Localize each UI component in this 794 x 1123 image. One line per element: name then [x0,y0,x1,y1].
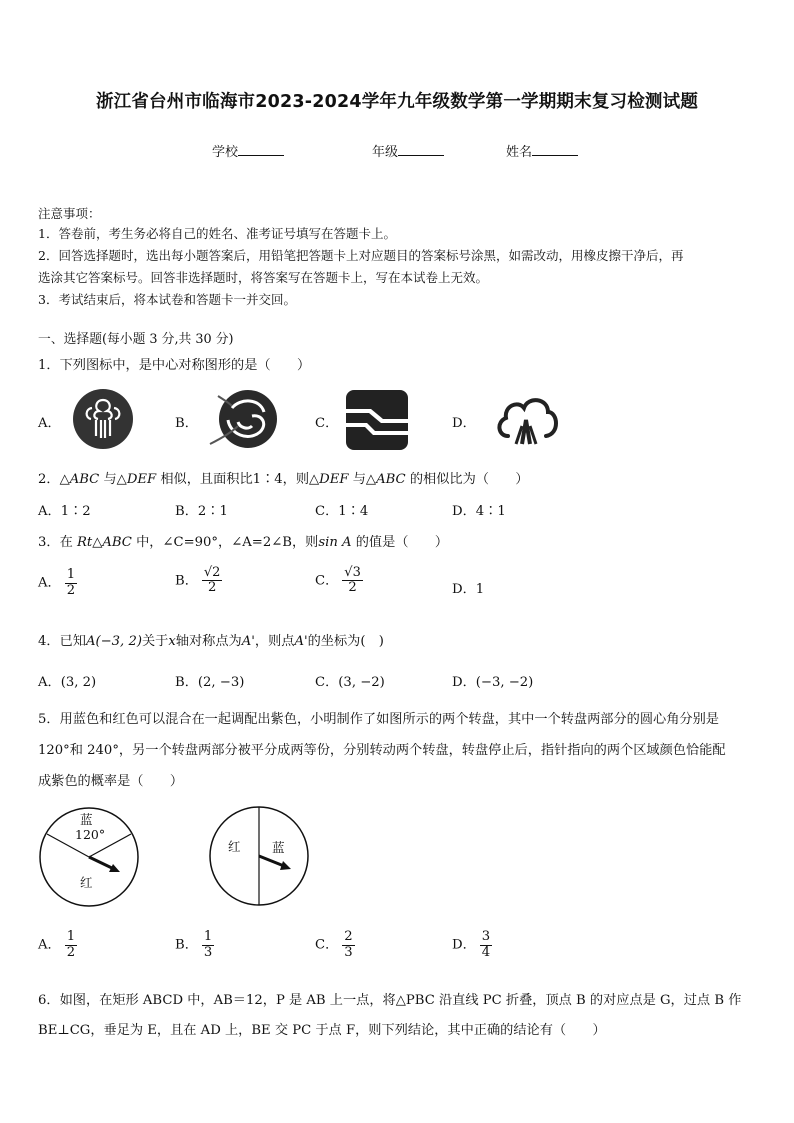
q4-point: A' [241,634,255,649]
q2-triangle: △ABC [59,472,100,487]
q4-axis: x [168,634,176,649]
spinner-one-red-label: 红 [80,875,93,890]
numerator: 2 [344,929,353,944]
denominator: 3 [344,944,353,960]
numerator: 1 [66,567,76,582]
q4-text-part: 的坐标为( ) [307,634,384,649]
grade-label: 年级 [372,145,399,160]
denominator: 4 [481,944,491,960]
denominator: 3 [203,944,213,960]
q2-text-part: 与 [99,472,117,487]
question-6-line: 6．如图，在矩形 ABCD 中，AB＝12，P 是 AB 上一点，将△PBC 沿直线 PC 折叠，顶点 B 的对应点是 G，过点 B 作 [38,993,742,1008]
q3-option-a [38,568,77,598]
question-1-text: 1．下列图标中，是中心对称图形的是（ ） [38,358,311,373]
q4-option-c: C．(3, −2) [315,675,385,690]
note-item: 选涂其它答案标号。回答非选择题时，将答案写在答题卡上，写在本试卷上无效。 [38,270,489,285]
note-item: 1．答卷前，考生务必将自己的姓名、准考证号填写在答题卡上。 [38,226,396,241]
question-5-line: 5．用蓝色和红色可以混合在一起调配出紫色，小明制作了如图所示的两个转盘，其中一个转盘两部分的圆心角分别是 [38,712,719,727]
school-blank [238,143,284,156]
q2-option-d: D．4∶1 [452,504,506,519]
fraction [202,566,223,596]
q3-option-a-label: A． [38,575,61,591]
denominator: 2 [207,580,217,596]
spinner-one-blue-label: 蓝 [80,812,93,827]
q3-option-b [175,566,222,596]
numerator: 3 [481,929,491,944]
q3-text-part: 的值是（ ） [351,535,449,550]
q4-point: A' [294,634,308,649]
q2-option-b: B．2∶1 [175,504,228,519]
fraction [480,930,492,960]
q5-option-b [175,930,214,960]
q5-option-a-label: A． [38,937,61,953]
q4-text-part: 关于 [141,634,169,649]
q4-option-b: B．(2, −3) [175,675,245,690]
denominator: 2 [66,944,76,960]
denominator: 2 [348,580,357,596]
q2-triangle: △ABC [365,472,406,487]
question-6-line: BE⊥CG，垂足为 E，且在 AD 上，BE 交 PC 于点 F，则下列结论，其中正确的结论有（ ） [38,1023,606,1038]
q2-triangle: △DEF [116,472,157,487]
name-blank [532,143,578,156]
fraction [65,568,77,598]
q3-option-d: D．1 [452,582,485,597]
spinner-two-blue-label: 蓝 [272,840,285,855]
note-item: 2．回答选择题时，选出每小题答案后，用铅笔把答题卡上对应题目的答案标号涂黑，如需改动，用橡皮擦干净后，再 [38,248,684,263]
notes-heading: 注意事项： [38,206,101,221]
q2-number: 2． [38,472,60,487]
school-field [212,141,284,160]
q3-option-c [315,566,363,596]
question-2-text [38,468,529,487]
q2-triangle: △DEF [309,472,349,487]
q5-option-d-label: D． [452,937,476,953]
q5-option-c [315,930,355,960]
spinner-two-red-label: 红 [228,839,241,854]
numerator: √3 [344,565,361,580]
name-label: 姓名 [506,145,533,160]
name-field [506,141,578,160]
q5-option-d [452,930,492,960]
q2-option-a: A．1∶2 [38,504,91,519]
spinner-one-angle-label: 120° [75,827,106,842]
q2-option-c: C．1∶4 [315,504,369,519]
grade-blank [398,143,444,156]
q3-text-part: 3．在 [38,535,77,550]
q5-option-a [38,930,77,960]
q4-option-a: A．(3, 2) [38,675,97,690]
q1-option-a-label: A． [38,416,61,431]
question-5-line: 120°和 240°，另一个转盘两部分被平分成两等份，分别转动两个转盘，转盘停止后，指针指向的两个区域颜色恰能配 [38,743,726,758]
denominator: 2 [66,582,76,598]
q4-point: A(−3, 2) [85,634,142,649]
fraction [342,930,354,960]
q3-triangle: Rt△ABC [76,535,132,550]
section-heading: 一、选择题(每小题 3 分,共 30 分) [38,332,234,347]
grade-field [372,141,444,160]
q3-text-part: 中，∠C=90°，∠A=2∠B，则 [131,535,319,550]
fraction [342,566,363,596]
page-title: 浙江省台州市临海市2023-2024学年九年级数学第一学期期末复习检测试题 [95,92,699,112]
question-4-text [38,630,384,649]
question-5-line: 成紫色的概率是（ ） [38,774,184,789]
q3-sin: sin A [318,535,352,550]
q1-option-d-label: D． [452,416,476,431]
q3-option-c-label: C． [315,573,339,589]
numerator: √2 [203,565,221,580]
numerator: 1 [203,929,213,944]
q1-option-b-label: B． [175,416,198,431]
numerator: 1 [66,929,76,944]
cloud-outline-icon [494,390,560,448]
q2-text-part: 相似，且面积比1∶4，则 [156,472,310,487]
q5-option-b-label: B． [175,937,198,953]
q4-option-d: D．(−3, −2) [452,675,534,690]
fraction [202,930,214,960]
q4-text-part: 轴对称点为 [175,634,242,649]
q4-text-part: 4．已知 [38,634,86,649]
school-label: 学校 [212,145,239,160]
s-logo-icon [345,389,409,451]
q4-text-part: ，则点 [254,634,295,649]
q2-text-part: 与 [348,472,366,487]
question-3-text [38,531,448,550]
note-item: 3．考试结束后，将本试卷和答题卡一并交回。 [38,292,296,307]
q3-option-b-label: B． [175,573,198,589]
q1-option-c-label: C． [315,416,339,431]
fraction [65,930,77,960]
spinner-two-diagram [206,804,312,908]
swirl-emblem-icon [208,386,280,452]
tree-emblem-icon [72,388,134,450]
q5-option-c-label: C． [315,937,339,953]
q2-text-part: 的相似比为（ ） [405,472,529,487]
